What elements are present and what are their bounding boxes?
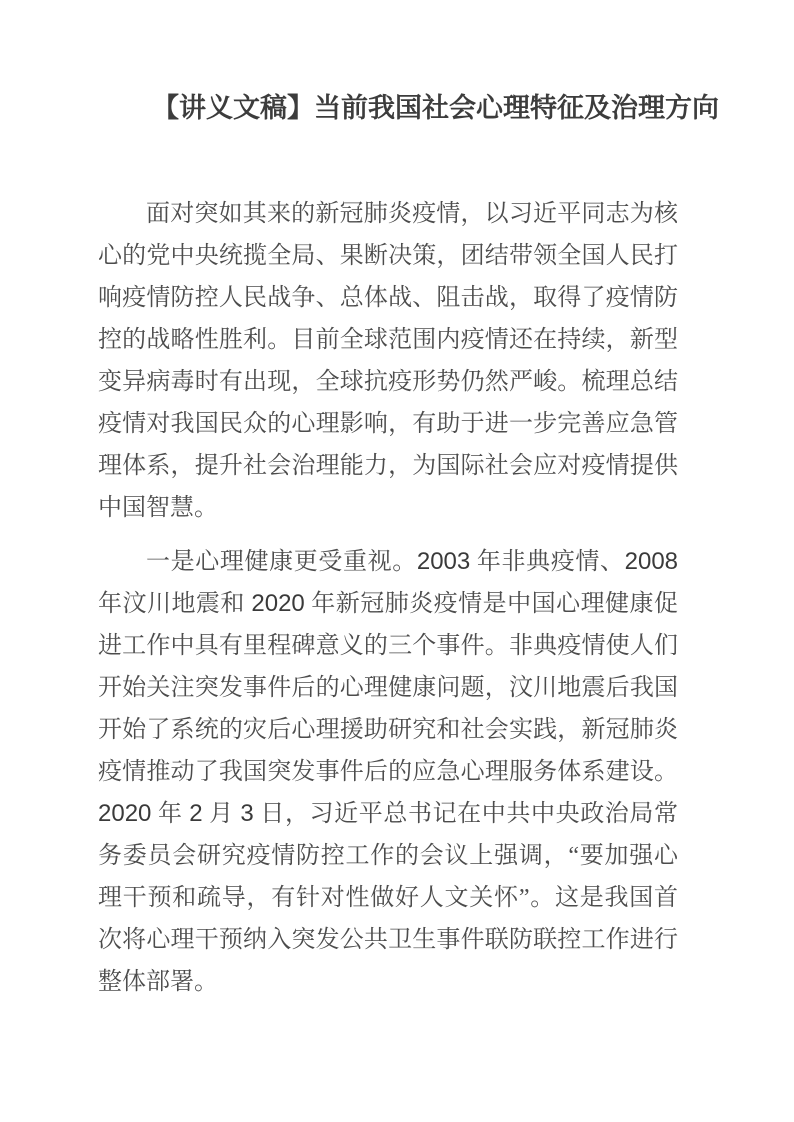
- text-run: 面对突如其来的新冠肺炎疫情，以习近平同志为核心的党中央统揽全局、果断决策，团结带领全国人民打响疫情防控人民战争、总体战、阻击战，取得了疫情防控的战略性胜利。目前全球范围内疫情还在持续，新型变异病毒时有出现，全球抗疫形势仍然严峻。梳理总结疫情对我国民众的心理影响，有助于进一步完善应急管理体系，提升社会治理能力，为国际社会应对疫情提供中国智慧。: [98, 201, 678, 521]
- paragraph-intro: [98, 193, 678, 529]
- text-run: 年非典疫情、: [470, 549, 625, 575]
- text-run-latin: 2020: [251, 590, 305, 617]
- text-run-latin: 2: [189, 800, 203, 827]
- text-run-latin: 2008: [624, 548, 679, 575]
- paragraph-point-one: [98, 541, 678, 1003]
- text-run: 年新冠肺炎疫情是中国心理健康促进工作中具有里程碑意义的三个事件。非典疫情使人们开始关注突发事件后的心理健康问题，汶川地震后我国开始了系统的灾后心理援助研究和社会实践，新冠肺炎疫情推动了我国突发事件后的应急心理服务体系建设。: [98, 591, 679, 785]
- text-run: 年汶川地震和: [98, 591, 252, 617]
- text-run: 月: [202, 801, 241, 827]
- text-run: 日，习近平总书记在中共中央政治局常务委员会研究疫情防控工作的会议上强调，“要加强心理干预和疏导，有针对性做好人文关怀”。这是我国首次将心理干预纳入突发公共卫生事件联防联控工作进行整体部署。: [98, 801, 679, 995]
- text-run: 年: [151, 801, 190, 827]
- text-run: 一是心理健康更受重视。: [146, 549, 417, 575]
- text-run-latin: 2020: [98, 800, 152, 827]
- text-run-latin: 3: [240, 800, 254, 827]
- text-run-latin: 2003: [416, 548, 471, 575]
- document-title: 【讲义文稿】当前我国社会心理特征及治理方向: [152, 93, 719, 123]
